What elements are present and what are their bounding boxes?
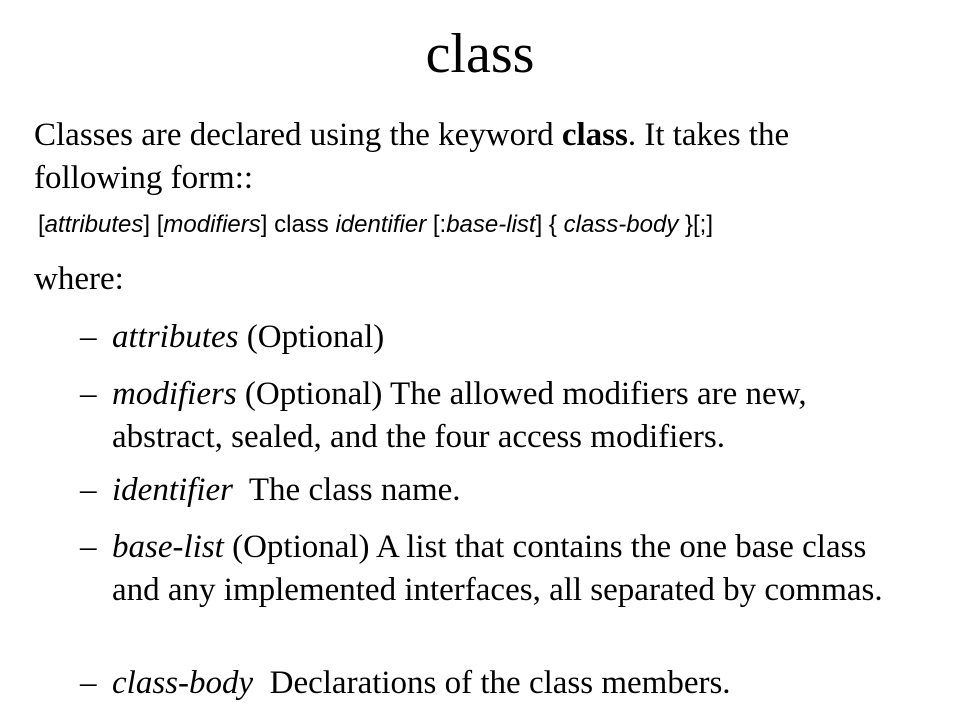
list-item-attributes bbox=[80, 316, 920, 359]
syntax-identifier: identifier bbox=[335, 211, 427, 238]
list-item-class-body bbox=[80, 662, 920, 705]
term-modifiers: modifiers bbox=[112, 376, 237, 412]
term-base-list: base-list bbox=[112, 529, 224, 565]
list-item-modifiers bbox=[80, 373, 920, 459]
term-attributes: attributes bbox=[112, 319, 239, 355]
syntax-attributes: attributes bbox=[44, 211, 144, 238]
list-item-identifier bbox=[80, 469, 920, 512]
dash-bullet: – bbox=[80, 472, 97, 508]
syntax-modifiers: modifiers bbox=[163, 211, 261, 238]
intro-keyword: class bbox=[561, 117, 628, 153]
description: (Optional) The allowed modifiers are new, abstract, sealed, and the four access modifiers. bbox=[112, 376, 807, 455]
list-item-base-list bbox=[80, 526, 920, 612]
intro-text-start: Classes are declared using the keyword bbox=[34, 117, 562, 153]
syntax-bracket: }[;] bbox=[678, 211, 714, 238]
list-item-text bbox=[112, 662, 920, 705]
dash-bullet: – bbox=[80, 376, 97, 412]
description: Declarations of the class members. bbox=[253, 665, 731, 701]
dash-bullet: – bbox=[80, 665, 97, 701]
list-item-text bbox=[112, 373, 920, 459]
syntax-bracket: ] { bbox=[535, 211, 564, 238]
list-item-text bbox=[112, 526, 920, 612]
syntax-bracket: ] [ bbox=[143, 211, 164, 238]
list-item-text bbox=[112, 469, 920, 512]
intro-paragraph bbox=[34, 114, 914, 200]
syntax-bracket: ] bbox=[260, 211, 275, 238]
dash-bullet: – bbox=[80, 319, 97, 355]
intro-text-end: . It takes the following form:: bbox=[34, 117, 790, 196]
term-class-body: class-body bbox=[112, 665, 254, 701]
syntax-class-body: class-body bbox=[563, 211, 679, 238]
syntax-class-keyword: class bbox=[274, 211, 329, 238]
term-identifier: identifier bbox=[112, 472, 233, 508]
description: The class name. bbox=[232, 472, 461, 508]
syntax-form bbox=[38, 207, 954, 243]
slide-title: class bbox=[425, 23, 535, 85]
syntax-bracket: [ bbox=[38, 211, 45, 238]
dash-bullet: – bbox=[80, 529, 97, 565]
where-label: where: bbox=[34, 261, 124, 297]
syntax-bracket: [: bbox=[426, 211, 447, 238]
list-item-text bbox=[112, 316, 920, 359]
syntax-base-list: base-list bbox=[446, 211, 536, 238]
description: (Optional) A list that contains the one base class and any implemented interfaces, all separated by commas. bbox=[112, 529, 883, 608]
description: (Optional) bbox=[238, 319, 385, 355]
